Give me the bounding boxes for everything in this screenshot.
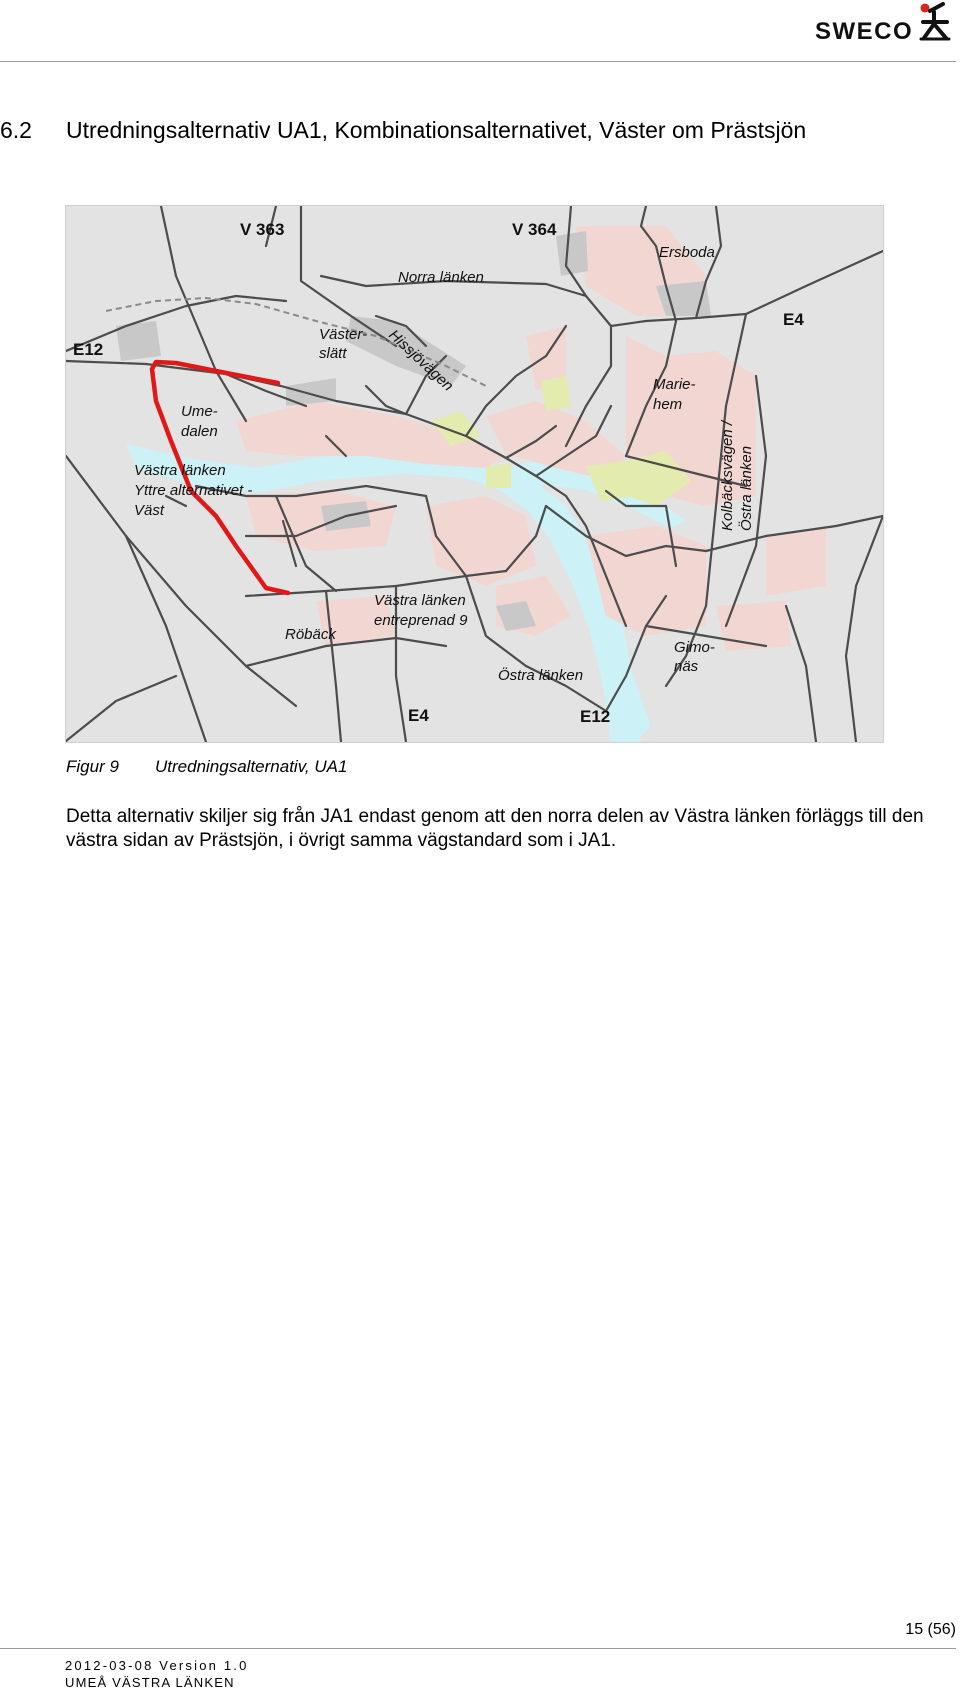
label-gimonas-2: näs [674,658,699,675]
label-mariehem-2: hem [653,396,683,413]
page-number: 15 (56) [905,1621,956,1638]
label-mariehem-1: Marie- [653,376,696,393]
figure-caption-text: Utredningsalternativ, UA1 [155,757,348,776]
label-entreprenad-2: entreprenad 9 [374,612,468,629]
header-divider [0,61,956,62]
figure-label: Figur 9 [66,757,119,776]
label-kolbacksvagen-2: Östra länken [738,445,755,531]
label-umedalen-1: Ume- [181,403,218,420]
label-vastra-lanken-2: Yttre alternativet - [134,482,253,499]
label-vastra-lanken-3: Väst [134,502,165,519]
label-e4-top: E4 [783,310,804,329]
label-vasterslatt-1: Väster- [319,326,368,343]
body-text [66,805,946,853]
label-entreprenad-1: Västra länken [374,592,466,609]
label-vastra-lanken-1: Västra länken [134,462,226,479]
label-ersboda: Ersboda [659,244,715,261]
body-paragraph: Detta alternativ skiljer sig från JA1 endast genom att den norra delen av Västra länken förläggs till den västra sidan av Prästsjön, i övrigt samma vägstandard som i JA1. [66,806,924,851]
logo-text: SWECO [815,18,914,45]
sweco-figure-icon [917,2,953,42]
label-roback: Röbäck [285,626,336,643]
label-v364: V 364 [512,220,557,239]
label-ostra-lanken: Östra länken [498,667,584,684]
route-map [65,205,884,743]
section-title: Utredningsalternativ UA1, Kombinationsalternativet, Väster om Prästsjön [66,117,807,143]
label-gimonas-1: Gimo- [674,639,715,656]
label-umedalen-2: dalen [181,423,218,440]
footer-divider [0,1648,956,1649]
figure-caption [66,757,347,777]
label-e12-left: E12 [73,340,104,359]
label-kolbacksvagen-1: Kolbäcksvägen / [719,420,736,531]
footer-date-version: 2012-03-08 Version 1.0 [65,1658,249,1673]
label-norra-lanken: Norra länken [398,269,484,286]
sweco-logo [815,2,955,46]
label-vasterslatt-2: slätt [319,345,347,362]
section-number: 6.2 [0,117,32,143]
label-hissjovagen: Hissjövägen [385,326,457,395]
section-heading [0,117,806,144]
label-v363: V 363 [240,220,285,239]
label-e4-bottom: E4 [408,706,429,725]
footer-project-name: UMEÅ VÄSTRA LÄNKEN [65,1675,235,1690]
label-e12-bottom: E12 [580,707,611,726]
